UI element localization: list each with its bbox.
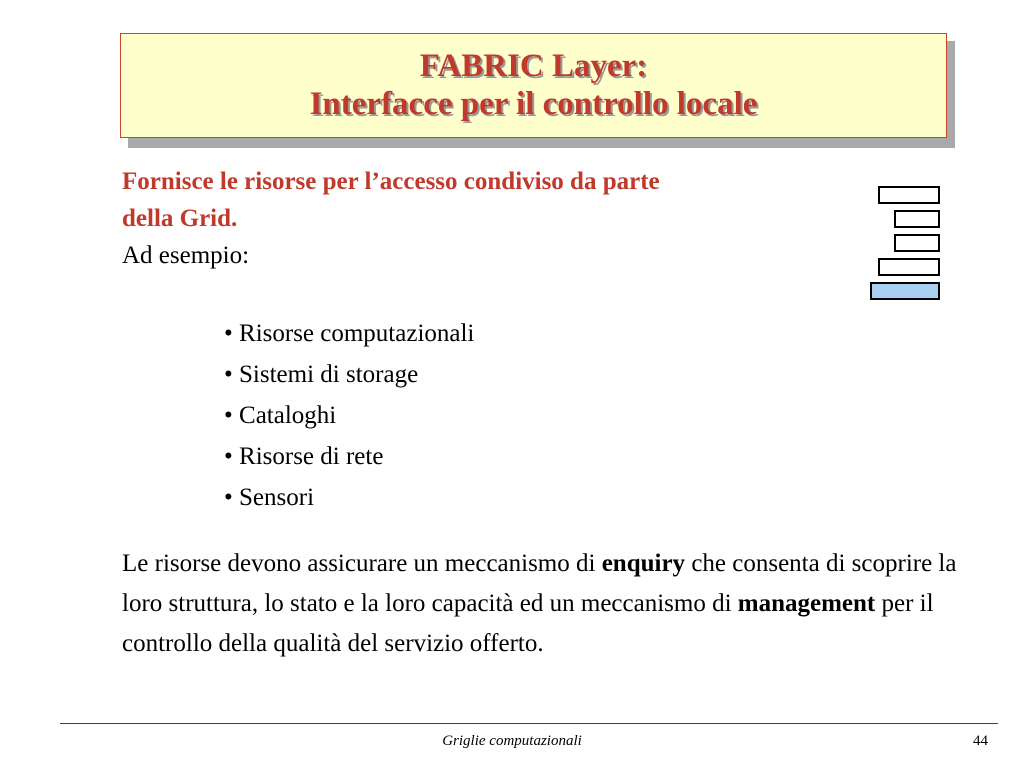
slide-title-line-2: Interfacce per il controllo locale bbox=[309, 86, 758, 122]
paragraph-text-2: che consenta di scoprire la loro struttura, lo stato e la loro capacità ed un meccanismo di bbox=[122, 550, 957, 617]
layer-fabric-highlighted bbox=[870, 282, 940, 300]
intro-highlight-line-2: della Grid. bbox=[122, 205, 238, 232]
management-term: management bbox=[737, 590, 876, 617]
slide-title-box bbox=[120, 33, 947, 138]
footer-divider bbox=[60, 723, 998, 724]
resource-bullet-list bbox=[224, 313, 474, 518]
page-number: 44 bbox=[973, 733, 988, 749]
enquiry-term: enquiry bbox=[601, 550, 686, 577]
paragraph-text-1: Le risorse devono assicurare un meccanismo di bbox=[122, 550, 602, 577]
example-label: Ad esempio: bbox=[122, 242, 250, 269]
intro-highlight-line-1: Fornisce le risorse per l’accesso condiviso da parte bbox=[122, 168, 660, 195]
bullet-item: • Sistemi di storage bbox=[224, 354, 474, 395]
slide-title-line-1: FABRIC Layer: bbox=[419, 48, 648, 84]
layer-third bbox=[894, 234, 940, 252]
bullet-item: • Sensori bbox=[224, 477, 474, 518]
layer-second bbox=[894, 210, 940, 228]
body-paragraph bbox=[122, 544, 982, 664]
intro-text bbox=[122, 163, 862, 274]
bullet-item: • Cataloghi bbox=[224, 395, 474, 436]
paragraph-text-3: per il controllo della qualità del servizio offerto. bbox=[122, 590, 934, 657]
layer-stack-diagram bbox=[868, 186, 942, 300]
footer-title: Griglie computazionali bbox=[442, 733, 582, 749]
bullet-item: • Risorse di rete bbox=[224, 436, 474, 477]
layer-fourth bbox=[878, 258, 940, 276]
layer-top bbox=[878, 186, 940, 204]
bullet-item: • Risorse computazionali bbox=[224, 313, 474, 354]
